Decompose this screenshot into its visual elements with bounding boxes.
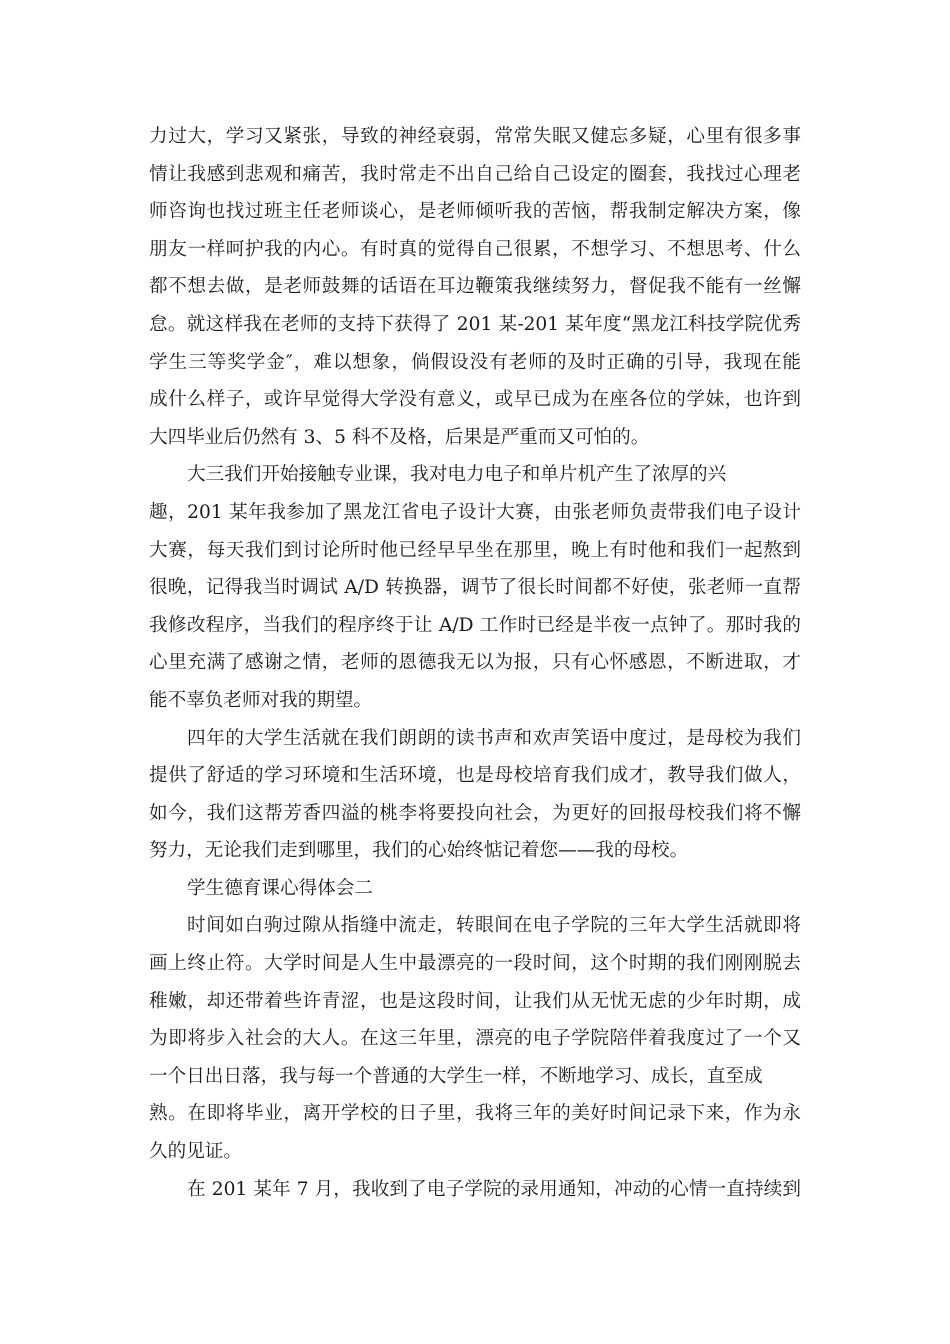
text-line: 很晚，记得我当时调试 A/D 转换器，调节了很长时间都不好使，张老师一直帮 bbox=[149, 577, 801, 599]
text-line: 提供了舒适的学习环境和生活环境，也是母校培育我们成才，教导我们做人， bbox=[149, 765, 801, 787]
text-line: 我修改程序，当我们的程序终于让 A/D 工作时已经是半夜一点钟了。那时我的 bbox=[149, 614, 801, 636]
text-line: 朋友一样呵护我的内心。有时真的觉得自己很累，不想学习、不想思考、什么 bbox=[149, 238, 801, 260]
text-line: 情让我感到悲观和痛苦，我时常走不出自己给自己设定的圈套，我找过心理老 bbox=[149, 163, 801, 185]
text-line: 一个日出日落，我与每一个普通的大学生一样，不断地学习、成长，直至成 bbox=[149, 1065, 763, 1087]
text-line: 稚嫩，却还带着些许青涩，也是这段时间，让我们从无忧无虑的少年时期，成 bbox=[149, 990, 801, 1012]
text-line: 熟。在即将毕业，离开学校的日子里，我将三年的美好时间记录下来，作为永 bbox=[149, 1103, 801, 1125]
text-line: 趣，201 某年我参加了黑龙江省电子设计大赛，由张老师负责带我们电子设计 bbox=[149, 501, 801, 523]
text-line: 都不想去做，是老师鼓舞的话语在耳边鞭策我继续努力，督促我不能有一丝懈 bbox=[149, 276, 801, 298]
text-line: 心里充满了感谢之情，老师的恩德我无以为报，只有心怀感恩，不断进取，才 bbox=[149, 652, 801, 674]
text-line: 如今，我们这帮芳香四溢的桃李将要投向社会，为更好的回报母校我们将不懈 bbox=[149, 802, 801, 824]
text-line: 大三我们开始接触专业课，我对电力电子和单片机产生了浓厚的兴 bbox=[187, 464, 727, 486]
text-line: 时间如白驹过隙从指缝中流走，转眼间在电子学院的三年大学生活就即将 bbox=[187, 915, 801, 937]
text-line: 怠。就这样我在老师的支持下获得了 201 某-201 某年度“黑龙江科技学院优秀 bbox=[149, 313, 801, 335]
text-line: 画上终止符。大学时间是人生中最漂亮的一段时间，这个时期的我们刚刚脱去 bbox=[149, 953, 801, 975]
text-line: 力过大，学习又紧张，导致的神经衰弱，常常失眠又健忘多疑，心里有很多事 bbox=[149, 126, 801, 147]
text-line: 为即将步入社会的大人。在这三年里，漂亮的电子学院陪伴着我度过了一个又 bbox=[149, 1028, 801, 1050]
text-line: 久的见证。 bbox=[149, 1141, 242, 1163]
text-line: 大四毕业后仍然有 3、5 科不及格，后果是严重而又可怕的。 bbox=[149, 426, 650, 448]
text-line: 成什么样子，或许早觉得大学没有意义，或早已成为在座各位的学妹，也许到 bbox=[149, 389, 801, 411]
text-line: 学生德育课心得体会二 bbox=[187, 877, 373, 899]
text-line: 在 201 某年 7 月，我收到了电子学院的录用通知，冲动的心情一直持续到 bbox=[187, 1178, 801, 1200]
text-line: 努力，无论我们走到哪里，我们的心始终惦记着您——我的母校。 bbox=[149, 840, 689, 862]
text-line: 四年的大学生活就在我们朗朗的读书声和欢声笑语中度过，是母校为我们 bbox=[187, 727, 801, 749]
text-line: 师咨询也找过班主任老师谈心，是老师倾听我的苦恼，帮我制定解决方案，像 bbox=[149, 201, 801, 223]
text-line: 能不辜负老师对我的期望。 bbox=[149, 689, 373, 711]
text-line: 大赛，每天我们到讨论所时他已经早早坐在那里，晚上有时他和我们一起熬到 bbox=[149, 539, 801, 561]
text-line: 学生三等奖学金″，难以想象，倘假设没有老师的及时正确的引导，我现在能 bbox=[149, 351, 801, 373]
document-body bbox=[149, 118, 801, 1208]
